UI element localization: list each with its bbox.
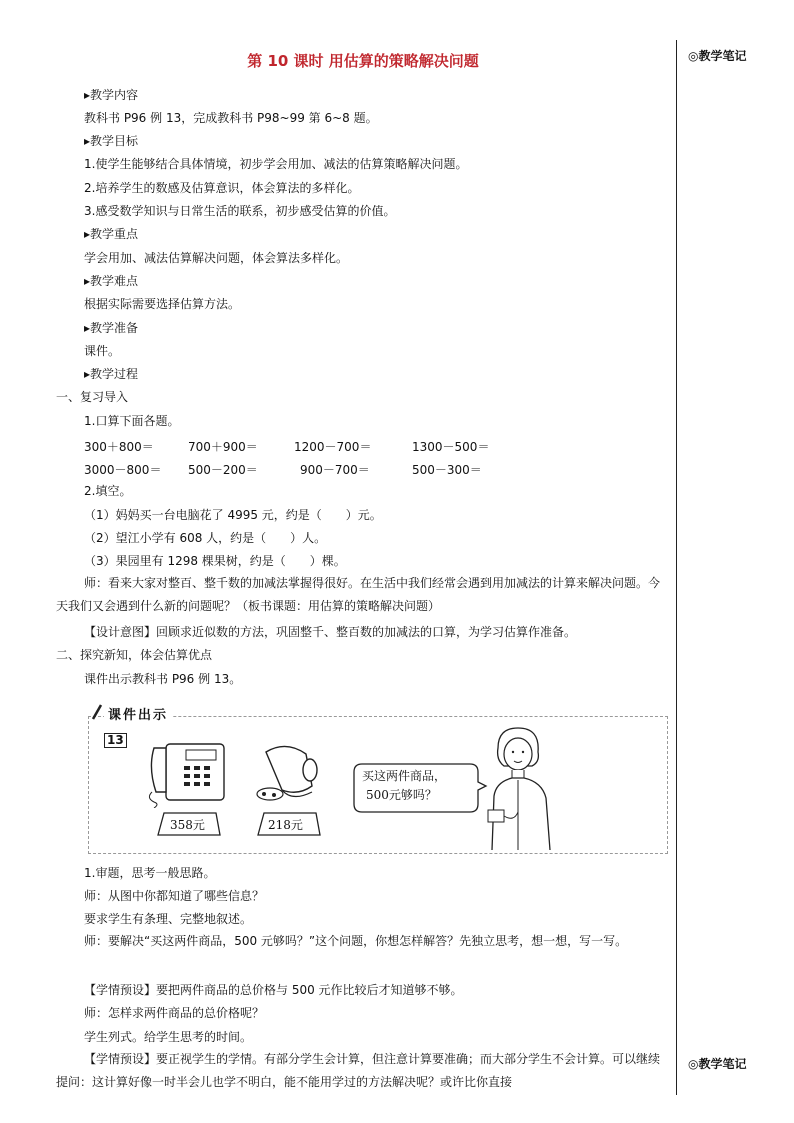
step-1: 1.审题，思考一般思路。 bbox=[84, 866, 216, 880]
calc-item: 500－200＝ bbox=[188, 463, 258, 477]
price-phone: 358元 bbox=[170, 818, 205, 832]
difficulty-text: 根据实际需要选择估算方法。 bbox=[84, 297, 241, 311]
heading-difficulty: ▸教学难点 bbox=[84, 274, 139, 288]
woman-figure-icon bbox=[484, 726, 554, 850]
teacher-paragraph: 师：看来大家对整百、整千数的加减法掌握得很好。在生活中我们经常会遇到用加减法的计算来解决问题。今天我们又会遇到什么新的问题呢？（板书课题：用估算的策略解决问题） bbox=[56, 576, 661, 613]
juicer-icon bbox=[252, 742, 322, 808]
courseware-intro: 课件出示教科书 P96 例 13。 bbox=[84, 672, 242, 686]
teacher-paragraph-2: 师：要解决“买这两件商品，500 元够吗？”这个问题，你想怎样解答？先独立思考，想一想，写一写。 bbox=[84, 934, 628, 948]
heading-key: ▸教学重点 bbox=[84, 227, 139, 241]
content-text: 教科书 P96 例 13，完成教科书 P98~99 第 6~8 题。 bbox=[84, 111, 378, 125]
margin-divider bbox=[676, 40, 677, 1095]
section1-title: 一、复习导入 bbox=[56, 390, 129, 404]
fill-item: （2）望江小学有 608 人，约是（ ）人。 bbox=[84, 531, 327, 545]
student-activity: 学生列式。给学生思考的时间。 bbox=[84, 1030, 253, 1044]
requirement: 要求学生有条理、完整地叙述。 bbox=[84, 912, 253, 926]
key-text: 学会用加、减法估算解决问题，体会算法多样化。 bbox=[84, 251, 349, 265]
calc-item: 900－700＝ bbox=[300, 463, 370, 477]
fill-item: （3）果园里有 1298 棵果树，约是（ ）棵。 bbox=[84, 554, 346, 568]
price-juicer: 218元 bbox=[268, 818, 303, 832]
calc-item: 500－300＝ bbox=[412, 463, 482, 477]
heading-prep: ▸教学准备 bbox=[84, 321, 139, 335]
prep-text: 课件。 bbox=[84, 344, 121, 358]
page-title: 第 10 课时 用估算的策略解决问题 bbox=[247, 52, 479, 70]
calc-item: 1300－500＝ bbox=[412, 440, 490, 454]
teaching-notes-label-bottom: ◎教学笔记 bbox=[688, 1057, 747, 1071]
goal-item: 3.感受数学知识与日常生活的联系，初步感受估算的价值。 bbox=[84, 204, 396, 218]
telephone-icon bbox=[144, 738, 228, 808]
oral-calc-question: 1.口算下面各题。 bbox=[84, 414, 180, 428]
goal-item: 2.培养学生的数感及估算意识，体会算法的多样化。 bbox=[84, 181, 360, 195]
heading-process: ▸教学过程 bbox=[84, 367, 139, 381]
teacher-question-total: 师：怎样求两件商品的总价格呢？ bbox=[84, 1006, 265, 1020]
pen-mark-icon bbox=[90, 704, 104, 720]
calc-item: 1200－700＝ bbox=[294, 440, 372, 454]
goal-item: 1.使学生能够结合具体情境，初步学会用加、减法的估算策略解决问题。 bbox=[84, 157, 468, 171]
courseware-label: 课件出示 bbox=[104, 704, 172, 723]
design-intent: 【设计意图】回顾求近似数的方法，巩固整千、整百数的加减法的口算，为学习估算作准备。 bbox=[84, 625, 577, 639]
teaching-notes-label-top: ◎教学笔记 bbox=[688, 49, 747, 63]
example-number: 13 bbox=[104, 733, 127, 748]
bubble-line-2: 500元够吗？ bbox=[366, 788, 437, 802]
fill-question: 2.填空。 bbox=[84, 484, 132, 498]
teacher-question-info: 师：从图中你都知道了哪些信息？ bbox=[84, 889, 265, 903]
calc-item: 700＋900＝ bbox=[188, 440, 258, 454]
heading-content: ▸教学内容 bbox=[84, 88, 139, 102]
section2-title: 二、探究新知，体会估算优点 bbox=[56, 648, 213, 662]
preset-1: 【学情预设】要把两件商品的总价格与 500 元作比较后才知道够不够。 bbox=[84, 983, 463, 997]
heading-goals: ▸教学目标 bbox=[84, 134, 139, 148]
bubble-line-1: 买这两件商品， bbox=[362, 769, 447, 783]
preset-2: 【学情预设】要正视学生的学情。有部分学生会计算，但注意计算要准确；而大部分学生不会计算。可以继续提问：这计算好像一时半会儿也学不明白，能不能用学过的方法解决呢？或许比你直接 bbox=[56, 1052, 661, 1089]
calc-item: 300＋800＝ bbox=[84, 440, 154, 454]
calc-item: 3000－800＝ bbox=[84, 463, 162, 477]
fill-item: （1）妈妈买一台电脑花了 4995 元，约是（ ）元。 bbox=[84, 508, 382, 522]
